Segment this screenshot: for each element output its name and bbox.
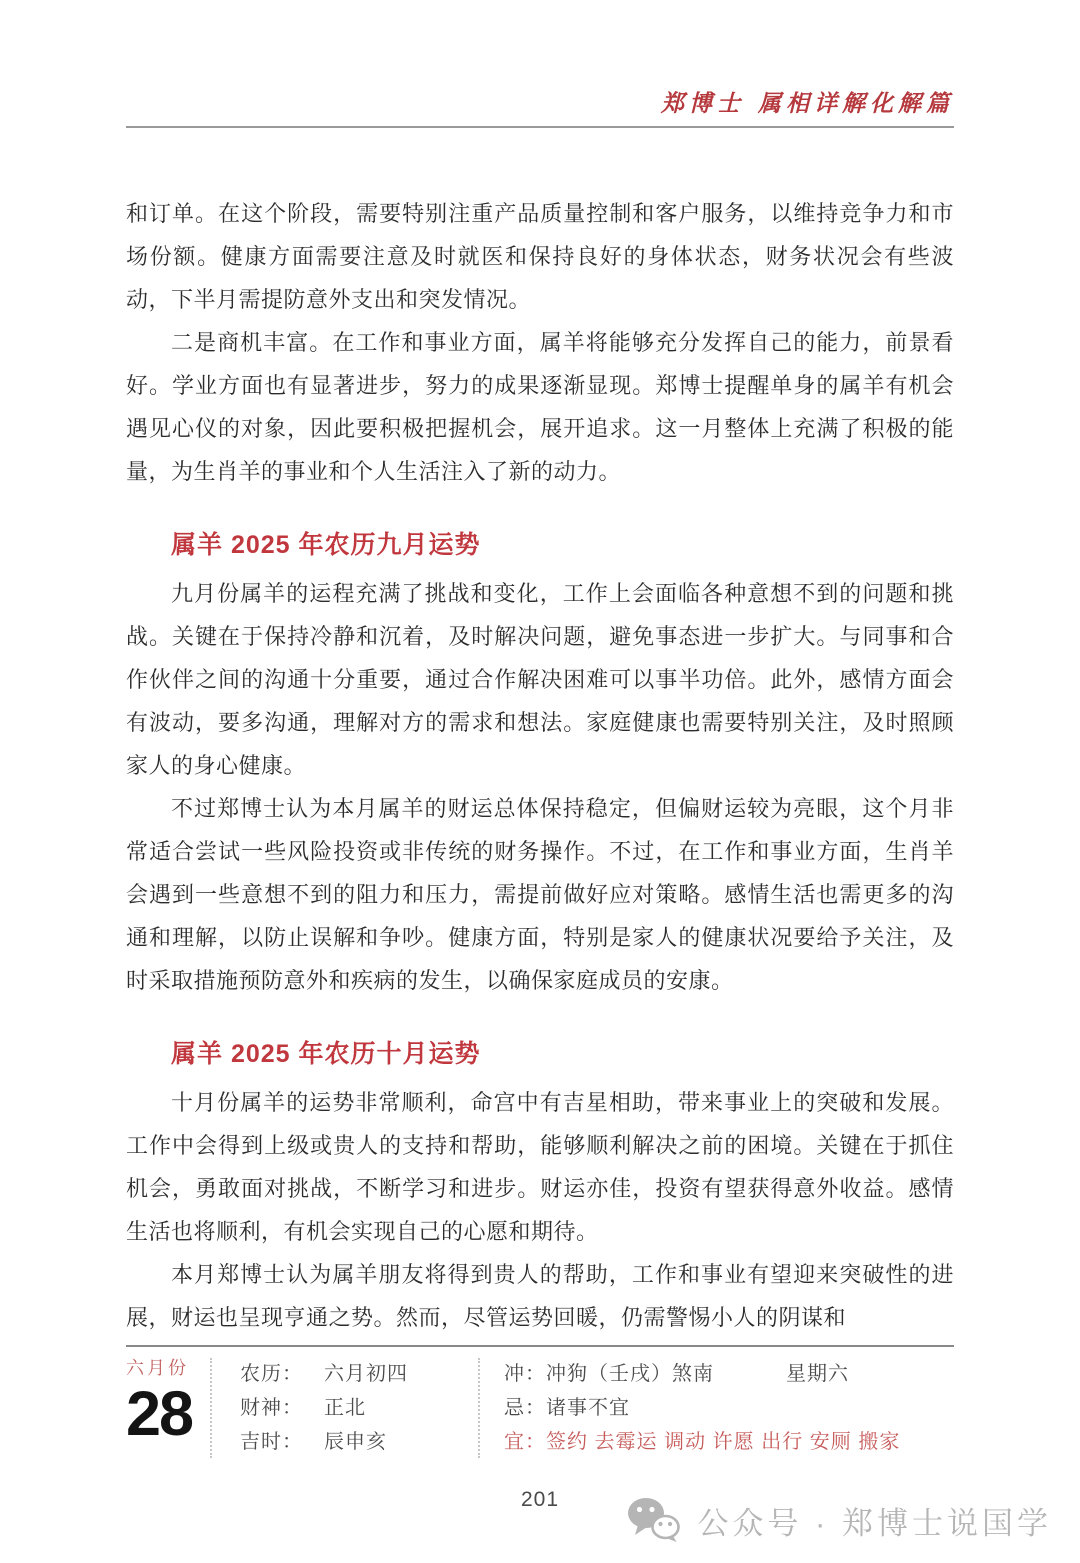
body-paragraph: 二是商机丰富。在工作和事业方面，属羊将能够充分发挥自己的能力，前景看好。学业方面也有显著进步，努力的成果逐渐显现。郑博士提醒单身的属羊有机会遇见心仪的对象，因此要积极把握机会，展开追求。这一月整体上充满了积极的能量，为生肖羊的事业和个人生活注入了新的动力。 (126, 330, 954, 484)
body-paragraph: 九月份属羊的运程充满了挑战和变化，工作上会面临各种意想不到的问题和挑战。关键在于保持冷静和沉着，及时解决问题，避免事态进一步扩大。与同事和合作伙伴之间的沟通十分重要，通过合作解决困难可以事半功倍。此外，感情方面会有波动，要多沟通，理解对方的需求和想法。家庭健康也需要特别关注，及时照顾家人的身心健康。 (126, 581, 954, 778)
calendar-lunar-value: 六月初四 (324, 1363, 408, 1385)
page-number: 201 (520, 1488, 560, 1511)
body-paragraph: 十月份属羊的运势非常顺利，命宫中有吉星相助，带来事业上的突破和发展。工作中会得到上级或贵人的支持和帮助，能够顺利解决之前的困境。关键在于抓住机会，勇敢面对挑战，不断学习和进步。财运亦佳，投资有望获得意外收益。感情生活也将顺利，有机会实现自己的心愿和期待。 (126, 1090, 954, 1244)
calendar-weekday: 星期六 (786, 1363, 849, 1385)
section-heading-october: 属羊 2025 年农历十月运势 (171, 1040, 481, 1068)
watermark-text: 公众号 · 郑博士说国学 (697, 1505, 1052, 1541)
calendar-month-label: 六月份 (126, 1358, 189, 1378)
calendar-info-column (212, 1356, 478, 1460)
calendar-jishi-label: 吉时： (240, 1431, 303, 1453)
body-paragraph: 不过郑博士认为本月属羊的财运总体保持稳定，但偏财运较为亮眼，这个月非常适合尝试一些风险投资或非传统的财务操作。不过，在工作和事业方面，生肖羊会遇到一些意想不到的阻力和压力，需提前做好应对策略。感情生活也需更多的沟通和理解，以防止误解和争吵。健康方面，特别是家人的健康状况要给予关注，及时采取措施预防意外和疾病的发生，以确保家庭成员的安康。 (126, 796, 954, 993)
watermark (626, 1497, 1052, 1543)
page-header (126, 0, 954, 128)
calendar-caishen-value: 正北 (324, 1397, 366, 1419)
page-header-title: 郑博士 属相详解化解篇 (660, 90, 954, 117)
calendar-jishi-row (240, 1425, 478, 1459)
calendar-jishi-value: 辰申亥 (324, 1431, 387, 1453)
calendar-chong-row: 冲：冲狗（壬戌）煞南 (504, 1363, 714, 1385)
calendar-yi-row: 宜：签约 去霉运 调动 许愿 出行 安厕 搬家 (504, 1431, 901, 1453)
calendar-caishen-row (240, 1391, 478, 1425)
calendar-almanac-column (480, 1356, 954, 1460)
wechat-icon (626, 1497, 682, 1543)
calendar-day-number: 28 (126, 1379, 193, 1449)
body-paragraph-continuation: 和订单。在这个阶段，需要特别注重产品质量控制和客户服务，以维持竞争力和市场份额。健康方面需要注意及时就医和保持良好的身体状态，财务状况会有些波动，下半月需提防意外支出和突发情况。 (126, 201, 954, 312)
calendar-lunar-label: 农历： (240, 1363, 303, 1385)
calendar-caishen-label: 财神： (240, 1397, 303, 1419)
calendar-ji-row: 忌：诸事不宜 (504, 1397, 630, 1419)
body-text (126, 192, 954, 1339)
calendar-footer (126, 1345, 954, 1460)
calendar-lunar-row (240, 1357, 478, 1391)
calendar-date-block (126, 1356, 210, 1460)
header-divider (126, 126, 954, 128)
body-paragraph: 本月郑博士认为属羊朋友将得到贵人的帮助，工作和事业有望迎来突破性的进展，财运也呈现亨通之势。然而，尽管运势回暖，仍需警惕小人的阴谋和 (126, 1262, 954, 1330)
section-heading-september: 属羊 2025 年农历九月运势 (171, 531, 481, 559)
